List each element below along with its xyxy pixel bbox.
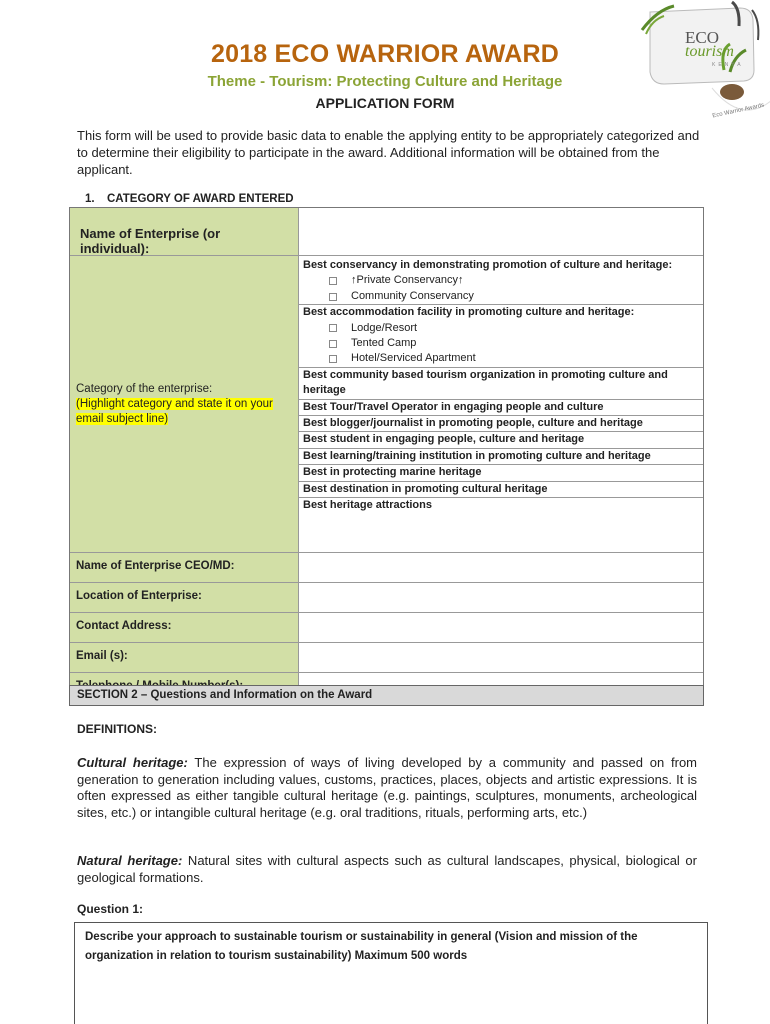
- cultural-heritage-definition: [77, 755, 697, 821]
- option-label: Hotel/Serviced Apartment: [351, 352, 476, 365]
- logo-text-awards: Eco Warrior Awards: [711, 102, 765, 120]
- table-row: [70, 208, 703, 256]
- table-row: [70, 256, 703, 553]
- cultural-heritage-text: The expression of ways of living developed by a community and passed on from generation to generation including values, customs, practices, places, objects and artistic expressions. It is often expressed as either tangible cultural heritage (e.g. paintings, sculptures, monuments, archeological sites, etc.) or intangible cultural heritage (e.g. oral traditions, rituals, performing arts, etc.): [77, 755, 697, 820]
- option-label: Private Conservancy: [356, 274, 458, 287]
- definitions-label: DEFINITIONS:: [77, 722, 157, 736]
- conservancy-option-private[interactable]: ↑ Private Conservancy ↑: [303, 273, 699, 288]
- question1-answer-box[interactable]: [74, 922, 708, 1024]
- question1-text: Describe your approach to sustainable tourism or sustainability in general (Vision and mission of the organization in relation to tourism sustainability) Maximum 500 words: [85, 931, 638, 962]
- question1-label: Question 1:: [77, 902, 144, 916]
- accommodation-option-tented[interactable]: [303, 336, 699, 351]
- category-option-destination[interactable]: Best destination in promoting cultural heritage: [299, 482, 703, 498]
- email-label: Email (s):: [70, 643, 299, 672]
- category-option-conservancy[interactable]: [299, 256, 703, 305]
- category-option-marine[interactable]: Best in protecting marine heritage: [299, 465, 703, 481]
- option-label: Community Conservancy: [351, 289, 474, 302]
- table-row: [70, 583, 703, 613]
- contact-address-field[interactable]: [299, 613, 703, 642]
- accommodation-option-hotel[interactable]: [303, 351, 699, 366]
- option-label: Tented Camp: [351, 337, 417, 350]
- section1-number: 1.: [85, 193, 95, 205]
- checkbox-icon[interactable]: [329, 340, 337, 348]
- category-option-institution[interactable]: Best learning/training institution in promoting culture and heritage: [299, 449, 703, 465]
- category-text: Best accommodation facility in promoting culture and heritage:: [303, 306, 635, 319]
- section1-title: CATEGORY OF AWARD ENTERED: [107, 193, 294, 205]
- checkbox-icon[interactable]: [329, 293, 337, 301]
- category-text: Best conservancy in demonstrating promotion of culture and heritage:: [303, 259, 673, 271]
- checkbox-icon[interactable]: [329, 277, 337, 285]
- accommodation-option-lodge[interactable]: [303, 321, 699, 336]
- location-field[interactable]: [299, 583, 703, 612]
- ceo-label: Name of Enterprise CEO/MD:: [70, 553, 299, 582]
- section2-heading: SECTION 2 – Questions and Information on the Award: [69, 685, 704, 706]
- form-theme: Theme - Tourism: Protecting Culture and Heritage: [207, 73, 563, 90]
- table-row: [70, 613, 703, 643]
- category-list: [299, 256, 703, 552]
- category-note: (Highlight category and state it on your email subject line): [76, 397, 273, 425]
- intro-paragraph: This form will be used to provide basic data to enable the applying entity to be appropriately categorized and to determine their eligibility to participate in the award. Additional information will be obtained from the applicant.: [77, 128, 700, 177]
- form-title: 2018 ECO WARRIOR AWARD: [211, 40, 559, 68]
- logo-text-kenya: KENYA: [712, 62, 744, 68]
- checkbox-icon[interactable]: [329, 324, 337, 332]
- section1-heading: [85, 193, 294, 205]
- natural-heritage-term: Natural heritage:: [77, 853, 183, 868]
- natural-heritage-definition: [77, 853, 697, 886]
- ceo-field[interactable]: [299, 553, 703, 582]
- enterprise-name-label: Name of Enterprise (or individual):: [70, 208, 299, 255]
- location-label: Location of Enterprise:: [70, 583, 299, 612]
- logo-text-eco: ECO: [685, 28, 719, 47]
- natural-heritage-text: Natural sites with cultural aspects such as cultural landscapes, physical, biological or geological formations.: [77, 853, 697, 885]
- enterprise-name-field[interactable]: [299, 208, 703, 255]
- contact-address-label: Contact Address:: [70, 613, 299, 642]
- option-label: Lodge/Resort: [351, 321, 418, 334]
- category-table: [69, 207, 704, 704]
- logo-text-tourism: tourism: [685, 43, 734, 60]
- conservancy-option-community[interactable]: [303, 289, 699, 304]
- table-row: [70, 643, 703, 673]
- checkbox-icon[interactable]: [329, 355, 337, 363]
- category-label-cell: [70, 256, 299, 552]
- category-option-student[interactable]: Best student in engaging people, culture and heritage: [299, 432, 703, 448]
- form-subtitle: APPLICATION FORM: [315, 95, 455, 111]
- category-option-community[interactable]: Best community based tourism organization in promoting culture and heritage: [299, 368, 703, 400]
- cultural-heritage-term: Cultural heritage:: [77, 755, 188, 770]
- category-option-blogger[interactable]: Best blogger/journalist in promoting people, culture and heritage: [299, 416, 703, 432]
- category-option-attractions[interactable]: Best heritage attractions: [303, 499, 432, 512]
- category-option-tour-operator[interactable]: Best Tour/Travel Operator in engaging people and culture: [299, 400, 703, 416]
- category-option-accommodation[interactable]: [299, 305, 703, 368]
- category-label: Category of the enterprise:: [76, 382, 213, 395]
- email-field[interactable]: [299, 643, 703, 672]
- table-row: [70, 553, 703, 583]
